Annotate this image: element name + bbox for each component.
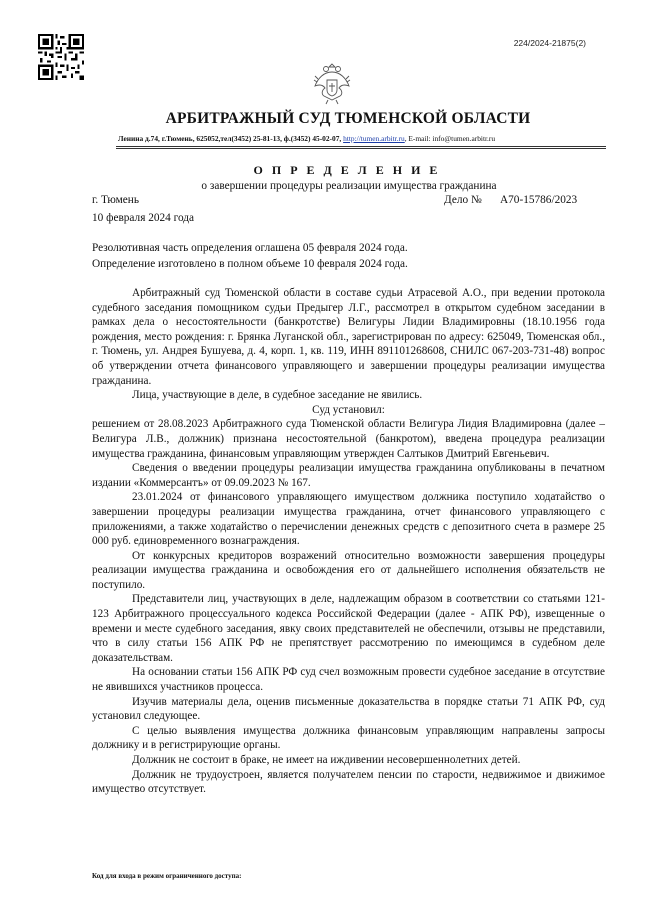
paragraph: На основании статьи 156 АПК РФ суд счел возможным провести судебное заседание в отсутствие не явившихся участников процесса.	[92, 666, 605, 694]
paragraph: Лица, участвующие в деле, в судебное заседание не явились.	[132, 389, 423, 402]
paragraph: От конкурсных кредиторов возражений относительно возможности завершения процедуры реализации имущества гражданина и освобождения его от дальнейшего исполнения обязательств не поступило.	[92, 549, 605, 591]
city: г. Тюмень	[92, 194, 139, 206]
paragraph: Изучив материалы дела, оценив письменные доказательства в порядке статьи 71 АПК РФ, суд установил следующее.	[92, 695, 605, 723]
section-heading: Суд установил:	[312, 403, 385, 416]
paragraph: Арбитражный суд Тюменской области в составе судьи Атрасевой А.О., при ведении протокола судебного заседания помощником судьи Предыгер Л.Г., рассмотрел в открытом судебном заседании в рамках дела о несостоятельности (банкротстве) Велигуры Лидии Владимировны (18.10.1956 года рождения, место рождения: г. Брянка Луганской обл., зарегистрирован по адресу: 625049, Тюменская обл., г. Тюмень, ул. Андрея Бушуева, д. 4, корп. 1, кв. 119, ИНН 891101268608, СНИЛС 067-203-731-48) вопрос об утверждении отчета финансового управляющего и завершении процедуры реализации имущества гражданина.	[92, 287, 605, 387]
court-address: Ленина д.74, г.Тюмень, 625052,тел(3452) 25-81-13, ф.(3452) 45-02-07,	[118, 134, 342, 143]
restricted-access-code-note: Код для входа в режим ограниченного доступа:	[92, 872, 242, 880]
paragraph: 23.01.2024 от финансового управляющего имуществом должника поступило ходатайство о завершении процедуры реализации имущества гражданина, отчет финансового управляющего с приложениями, а также ходатайство о перечислении денежных средств с депозитного счета в размере 25 000 руб. единовременного вознаграждения.	[92, 491, 605, 548]
paragraph: Сведения о введении процедуры реализации имущества гражданина опубликованы в печатном издании «Коммерсантъ» от 09.09.2023 № 167.	[92, 462, 605, 489]
paragraph: Должник не трудоустроен, является получателем пенсии по старости, недвижимое и движимое имущество отсутствует.	[92, 768, 605, 796]
header-divider-second	[116, 148, 606, 149]
paragraph: решением от 28.08.2023 Арбитражного суда Тюменской области Велигура Лидия Владимировна (далее – Велигура Л.В., должник) признана несостоятельной (банкротом), введена процедура реализации имущества гражданина, финансовым управляющим утвержден Салтыков Дмитрий Евгеньевич.	[92, 418, 605, 460]
case-label: Дело №	[444, 194, 482, 206]
court-contacts	[118, 134, 495, 143]
court-email: , E-mail: info@tumen.arbitr.ru	[404, 134, 496, 143]
document-body	[92, 286, 605, 797]
full-text-produced: Определение изготовлено в полном объеме 10 февраля 2024 года.	[92, 258, 408, 270]
paragraph: Должник не состоит в браке, не имеет на иждивении несовершеннолетних детей.	[132, 754, 521, 766]
qr-code	[38, 34, 84, 80]
header-divider	[116, 146, 606, 147]
coat-of-arms-emblem	[312, 60, 352, 106]
court-name: АРБИТРАЖНЫЙ СУД ТЮМЕНСКОЙ ОБЛАСТИ	[165, 110, 531, 127]
paragraph: С целью выявления имущества должника финансовым управляющим направлены запросы должнику и в регистрирующие органы.	[92, 724, 605, 752]
paragraph: Представители лиц, участвующих в деле, надлежащим образом в соответствии со статьями 121-123 Арбитражного процессуального кодекса Российской Федерации (далее - АПК РФ), извещенные о времени и месте судебного заседания, явку своих представителей не обеспечили, отзывы не представили, что в силу статьи 156 АПК РФ не препятствует рассмотрению по имеющимся в судебном деле доказательствам.	[92, 593, 605, 664]
document-subtitle: о завершении процедуры реализации имущества гражданина	[201, 180, 497, 192]
document-date: 10 февраля 2024 года	[92, 212, 195, 224]
resolution-announced: Резолютивная часть определения оглашена 05 февраля 2024 года.	[92, 242, 408, 254]
case-number: А70-15786/2023	[500, 194, 578, 206]
document-title: О П Р Е Д Е Л Е Н И Е	[253, 163, 441, 177]
document-code: 224/2024-21875(2)	[513, 38, 586, 48]
court-website-link[interactable]: http://tumen.arbitr.ru	[343, 134, 405, 143]
